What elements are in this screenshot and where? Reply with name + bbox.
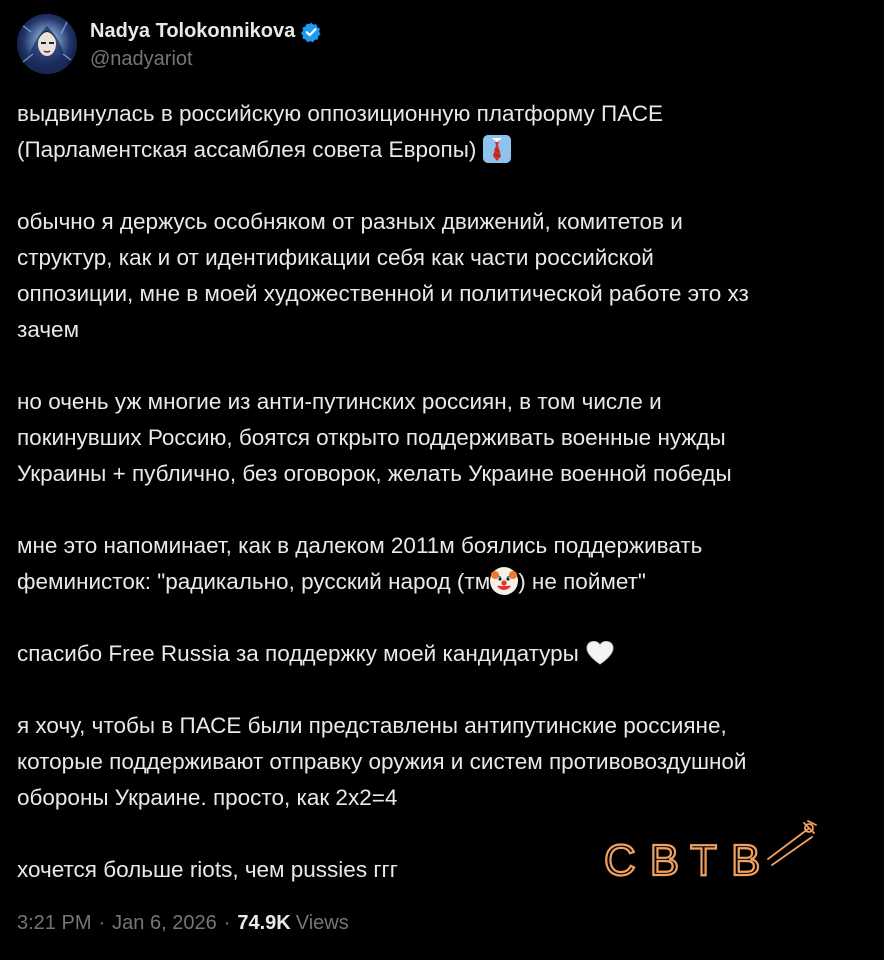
text-line: покинувших Россию, боятся открыто поддерживать военные нужды [17,425,726,450]
text-line: спасибо Free Russia за поддержку моей кандидатуры [17,641,579,666]
text-line: обороны Украине. просто, как 2х2=4 [17,785,398,810]
text-line: выдвинулась в российскую оппозиционную платформу ПАСЕ [17,101,663,126]
tweet-paragraph-5 [17,636,873,672]
verified-badge-icon [300,21,322,43]
text-line: которые поддерживают отправку оружия и систем противовоздушной [17,749,747,774]
views-label: Views [295,912,349,934]
tweet-paragraph-6 [17,708,873,816]
text-line: феминисток: "радикально, русский народ (тм [17,569,491,594]
text-line: обычно я держусь особняком от разных движений, комитетов и [17,209,683,234]
text-line: но очень уж многие из анти-путинских россиян, в том числе и [17,389,662,414]
author-names [90,18,322,71]
tweet-time[interactable]: 3:21 PM [17,912,92,934]
sputnik-icon [768,821,816,865]
tweet-text [17,96,873,888]
text-line: мне это напоминает, как в далеком 2011м боялись поддерживать [17,533,703,558]
text-line: ) не поймет" [518,569,646,594]
white-heart-emoji-icon [585,639,615,667]
avatar[interactable] [17,14,77,74]
tweet-paragraph-4 [17,528,873,600]
watermark-text: СВТВ [604,836,775,885]
tweet-header [17,14,322,74]
tweet-date[interactable]: Jan 6, 2026 [112,912,217,934]
watermark-logo [604,815,818,885]
name-row [90,18,322,46]
tweet-paragraph-1 [17,96,873,168]
views-count[interactable]: 74.9K [237,912,291,934]
clown-face-emoji-icon [490,567,518,595]
necktie-emoji-icon [483,135,511,163]
author-display-name[interactable]: Nadya Tolokonnikova [90,20,296,42]
text-line: (Парламентская ассамблея совета Европы) [17,137,477,162]
text-line: оппозиции, мне в моей художественной и политической работе это хз [17,281,749,306]
text-line: я хочу, чтобы в ПАСЕ были представлены антипутинские россияне, [17,713,727,738]
author-handle[interactable]: @nadyariot [90,47,193,70]
separator: · [223,912,231,934]
text-line: структур, как и от идентификации себя как части российской [17,245,654,270]
separator: · [98,912,106,934]
text-line: Украины + публично, без оговорок, желать Украине военной победы [17,461,732,486]
text-line: хочется больше riots, чем pussies ггг [17,857,398,882]
avatar-photo-icon [17,14,77,74]
tweet-paragraph-3 [17,384,873,492]
tweet-meta [17,912,349,935]
text-line: зачем [17,317,80,342]
tweet-paragraph-2 [17,204,873,348]
